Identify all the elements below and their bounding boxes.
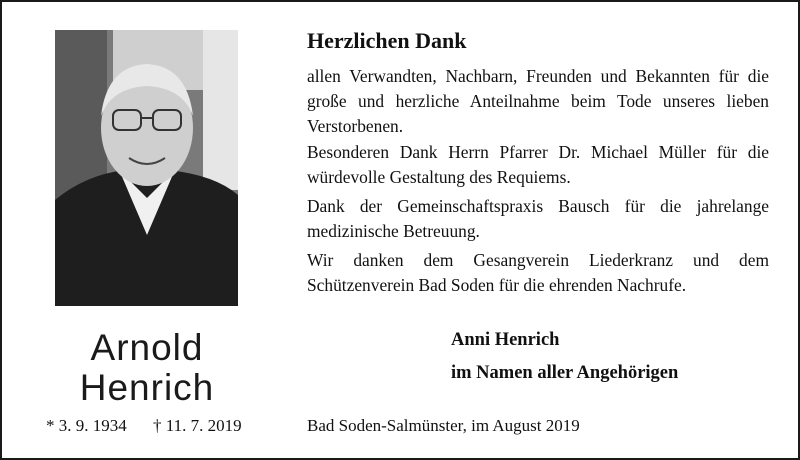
signer-relation: im Namen aller Angehörigen <box>451 363 679 383</box>
notice-heading: Herzlichen Dank <box>307 28 467 53</box>
portrait-photo <box>55 30 238 306</box>
birth-date: * 3. 9. 1934 <box>46 416 127 435</box>
signer-name: Anni Henrich <box>451 330 560 350</box>
thanks-paragraph: Wir danken dem Gesangverein Liederkranz und dem Schützenverein Bad Soden für die ehrenden Nachrufe. <box>307 250 769 295</box>
thanks-paragraph: Besonderen Dank Herrn Pfarrer Dr. Michael Müller für die würdevolle Gestaltung des Requiems. <box>307 142 769 187</box>
thanks-paragraph: Dank der Gemeinschaftspraxis Bausch für die jahrelange medizinische Betreuung. <box>307 196 769 241</box>
place-date: Bad Soden-Salmünster, im August 2019 <box>307 416 580 435</box>
deceased-first-name: Arnold <box>90 327 204 368</box>
death-date: † 11. 7. 2019 <box>153 416 242 435</box>
thanks-paragraph: allen Verwandten, Nachbarn, Freunden und Bekannten für die große und herzliche Anteilnahme beim Tode unseres lieben Verstorbenen. <box>307 66 769 136</box>
deceased-last-name: Henrich <box>79 367 215 408</box>
life-dates <box>46 416 264 436</box>
